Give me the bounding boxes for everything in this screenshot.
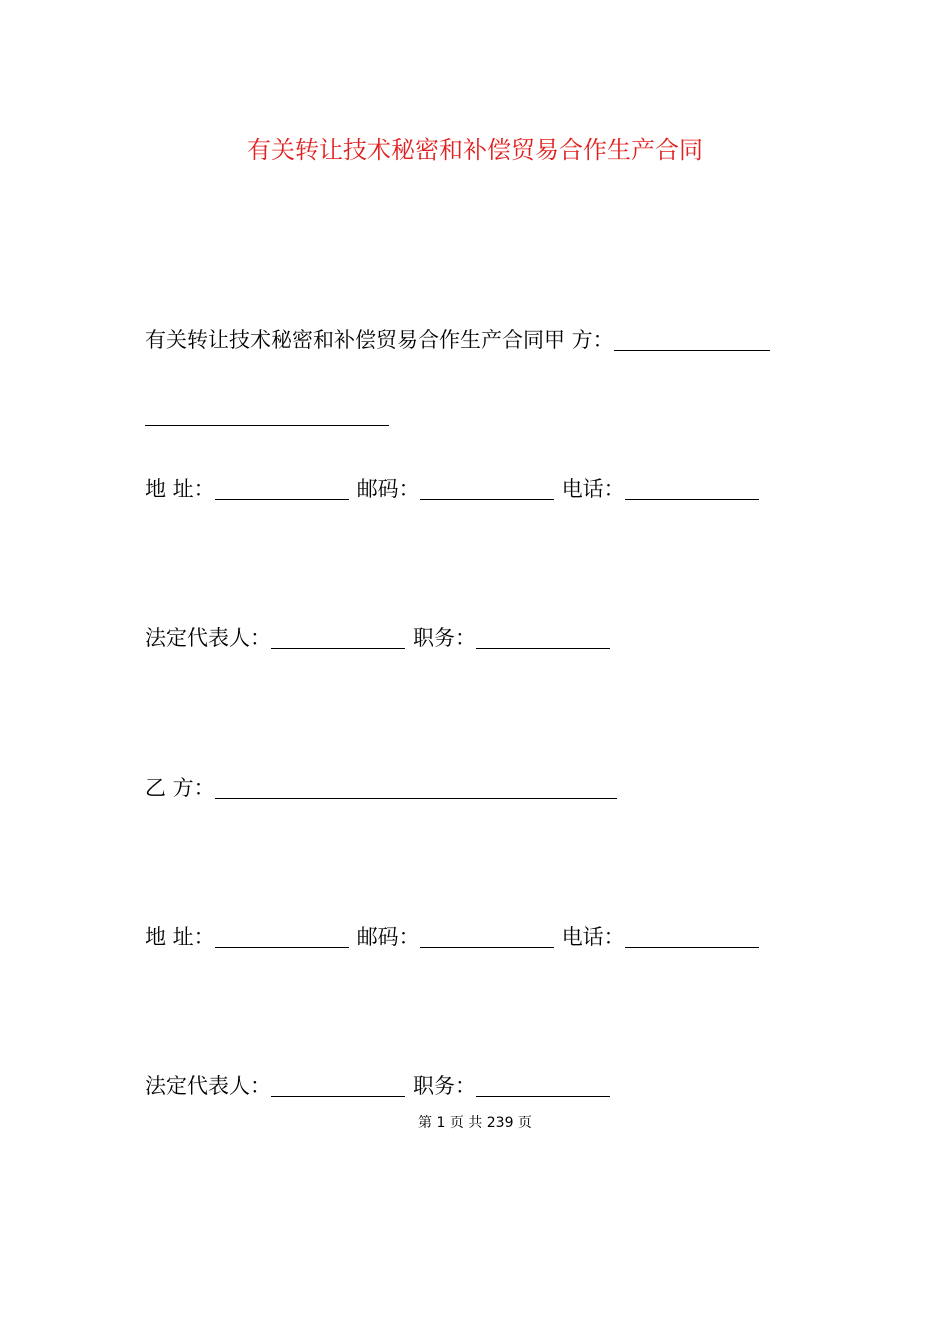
party-a-rep-line	[145, 623, 610, 653]
legal-rep-blank-1[interactable]	[271, 626, 405, 649]
party-a-blank[interactable]	[614, 328, 770, 351]
address-label-2: 地 址：	[145, 925, 215, 949]
address-label-1: 地 址：	[145, 477, 215, 501]
postcode-blank-1[interactable]	[420, 477, 554, 500]
party-b-blank[interactable]	[215, 776, 617, 799]
postcode-label-2: 邮码：	[356, 925, 420, 949]
phone-blank-1[interactable]	[625, 477, 759, 500]
party-a-blank-continued[interactable]	[145, 425, 389, 426]
page-footer: 第 1 页 共 239 页	[418, 1115, 532, 1131]
party-a-contact-line	[145, 474, 759, 504]
position-label-2: 职务：	[413, 1074, 476, 1098]
position-blank-2[interactable]	[476, 1074, 610, 1097]
party-b-contact-line	[145, 922, 759, 952]
party-b-label: 乙 方：	[145, 776, 215, 800]
position-blank-1[interactable]	[476, 626, 610, 649]
address-blank-2[interactable]	[215, 925, 349, 948]
legal-rep-label-1: 法定代表人：	[145, 626, 271, 650]
party-b-line	[145, 773, 617, 803]
legal-rep-label-2: 法定代表人：	[145, 1074, 271, 1098]
postcode-blank-2[interactable]	[420, 925, 554, 948]
party-b-rep-line	[145, 1071, 610, 1101]
address-blank-1[interactable]	[215, 477, 349, 500]
phone-label-1: 电话：	[561, 477, 625, 501]
document-title: 有关转让技术秘密和补偿贸易合作生产合同	[247, 136, 703, 164]
party-a-label: 有关转让技术秘密和补偿贸易合作生产合同甲 方：	[145, 328, 614, 352]
party-a-line	[145, 325, 770, 355]
phone-label-2: 电话：	[561, 925, 625, 949]
position-label-1: 职务：	[413, 626, 476, 650]
legal-rep-blank-2[interactable]	[271, 1074, 405, 1097]
postcode-label-1: 邮码：	[356, 477, 420, 501]
phone-blank-2[interactable]	[625, 925, 759, 948]
